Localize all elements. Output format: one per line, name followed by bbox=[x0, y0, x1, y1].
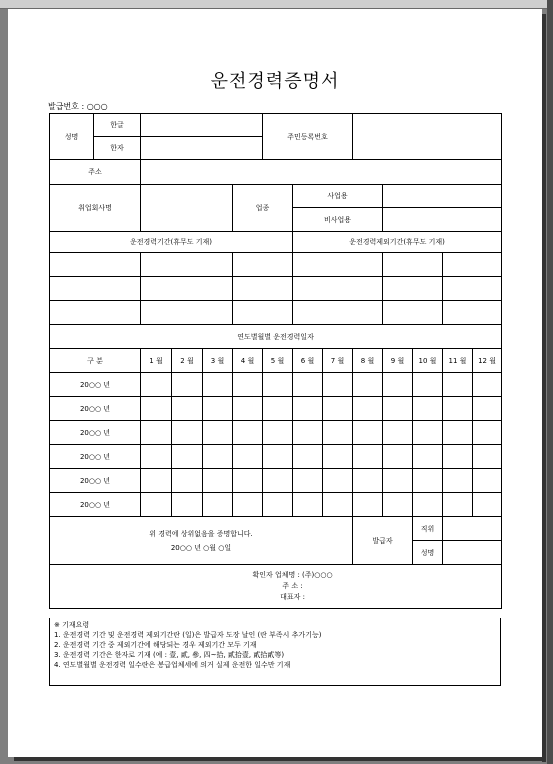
day-cell[interactable] bbox=[203, 397, 233, 421]
day-cell[interactable] bbox=[413, 373, 443, 397]
day-cell[interactable] bbox=[323, 469, 353, 493]
year-row bbox=[50, 445, 502, 469]
day-cell[interactable] bbox=[233, 445, 263, 469]
instruction-item: 2. 운전경력 기간 중 제외기간에 해당되는 경우 제외기간 모두 기재 bbox=[54, 641, 257, 649]
day-cell[interactable] bbox=[353, 445, 383, 469]
period-cell[interactable] bbox=[293, 253, 383, 277]
day-cell[interactable] bbox=[473, 469, 502, 493]
year-label: 20○○ 년 bbox=[50, 445, 141, 469]
day-cell[interactable] bbox=[203, 493, 233, 517]
excluded-period-label: 운전경력제외기간(휴무도 기재) bbox=[293, 232, 502, 253]
day-cell[interactable] bbox=[233, 469, 263, 493]
day-cell[interactable] bbox=[443, 445, 473, 469]
day-cell[interactable] bbox=[443, 421, 473, 445]
day-cell[interactable] bbox=[141, 373, 172, 397]
day-cell[interactable] bbox=[293, 469, 323, 493]
year-row bbox=[50, 469, 502, 493]
name-label: 성명 bbox=[50, 114, 94, 160]
position-label: 직위 bbox=[413, 517, 443, 541]
year-label: 20○○ 년 bbox=[50, 397, 141, 421]
day-cell[interactable] bbox=[293, 445, 323, 469]
month-label: 9 월 bbox=[383, 349, 413, 373]
confirmation-line: 위 경력에 상위없음을 증명합니다. bbox=[149, 529, 253, 538]
instruction-item: 1. 운전경력 기간 및 운전경력 제외기간란 (일)은 발급자 도장 날인 (란 부족시 추가기능) bbox=[54, 631, 322, 639]
document-page bbox=[8, 9, 542, 757]
month-label: 2 월 bbox=[172, 349, 203, 373]
month-label: 11 월 bbox=[443, 349, 473, 373]
period-cell[interactable] bbox=[50, 301, 141, 325]
day-cell[interactable] bbox=[323, 373, 353, 397]
day-cell[interactable] bbox=[383, 469, 413, 493]
day-cell[interactable] bbox=[323, 445, 353, 469]
instructions-box bbox=[49, 618, 501, 686]
issuer-name-label: 성명 bbox=[413, 541, 443, 565]
period-cell[interactable] bbox=[383, 277, 443, 301]
period-cell[interactable] bbox=[383, 301, 443, 325]
day-cell[interactable] bbox=[353, 421, 383, 445]
month-label: 12 월 bbox=[473, 349, 502, 373]
hanja-label: 한자 bbox=[94, 137, 141, 160]
period-cell[interactable] bbox=[141, 277, 233, 301]
day-cell[interactable] bbox=[141, 469, 172, 493]
day-cell[interactable] bbox=[443, 469, 473, 493]
day-cell[interactable] bbox=[233, 421, 263, 445]
issue-number: 발급번호 : ○○○ bbox=[48, 102, 108, 111]
period-cell[interactable] bbox=[141, 253, 233, 277]
day-cell[interactable] bbox=[383, 421, 413, 445]
day-cell[interactable] bbox=[383, 373, 413, 397]
instruction-item: 4. 연도별월별 운전경력 일수란은 봉급업체세에 의거 실제 운전한 일수만 기재 bbox=[54, 661, 291, 669]
day-cell[interactable] bbox=[203, 469, 233, 493]
day-cell[interactable] bbox=[233, 397, 263, 421]
address-field[interactable] bbox=[141, 160, 502, 185]
day-cell[interactable] bbox=[473, 493, 502, 517]
page-title: 운전경력증명서 bbox=[210, 71, 340, 92]
division-label: 구 분 bbox=[50, 349, 141, 373]
day-cell[interactable] bbox=[413, 445, 443, 469]
verifier-block bbox=[50, 565, 502, 609]
day-cell[interactable] bbox=[172, 397, 203, 421]
yearly-header: 연도별월별 운전경력일자 bbox=[50, 325, 502, 349]
month-label: 4 월 bbox=[233, 349, 263, 373]
certificate-form bbox=[49, 113, 502, 609]
confirmation-date: 20○○ 년 ○월 ○일 bbox=[170, 543, 232, 552]
month-label: 5 월 bbox=[263, 349, 293, 373]
period-cell[interactable] bbox=[293, 301, 383, 325]
period-cell[interactable] bbox=[141, 301, 233, 325]
day-cell[interactable] bbox=[323, 493, 353, 517]
business-label: 사업용 bbox=[293, 185, 383, 208]
year-label: 20○○ 년 bbox=[50, 493, 141, 517]
day-cell[interactable] bbox=[172, 493, 203, 517]
day-cell[interactable] bbox=[353, 397, 383, 421]
month-label: 10 월 bbox=[413, 349, 443, 373]
day-cell[interactable] bbox=[263, 373, 293, 397]
confirmation-statement bbox=[50, 517, 353, 565]
day-cell[interactable] bbox=[443, 397, 473, 421]
month-label: 6 월 bbox=[293, 349, 323, 373]
day-cell[interactable] bbox=[323, 397, 353, 421]
day-cell[interactable] bbox=[413, 469, 443, 493]
day-cell[interactable] bbox=[141, 445, 172, 469]
day-cell[interactable] bbox=[141, 397, 172, 421]
day-cell[interactable] bbox=[383, 445, 413, 469]
day-cell[interactable] bbox=[293, 421, 323, 445]
day-cell[interactable] bbox=[383, 493, 413, 517]
day-cell[interactable] bbox=[413, 397, 443, 421]
day-cell[interactable] bbox=[141, 421, 172, 445]
issuer-label: 발급자 bbox=[353, 517, 413, 565]
day-cell[interactable] bbox=[293, 397, 323, 421]
business-field[interactable] bbox=[383, 185, 502, 208]
day-cell[interactable] bbox=[353, 373, 383, 397]
day-cell[interactable] bbox=[473, 421, 502, 445]
day-cell[interactable] bbox=[172, 445, 203, 469]
day-cell[interactable] bbox=[263, 445, 293, 469]
period-cell[interactable] bbox=[233, 301, 293, 325]
address-label: 주소 bbox=[50, 160, 141, 185]
position-field[interactable] bbox=[443, 517, 502, 541]
month-label: 7 월 bbox=[323, 349, 353, 373]
period-cell[interactable] bbox=[443, 277, 502, 301]
period-cell[interactable] bbox=[233, 253, 293, 277]
window-top-edge bbox=[0, 0, 553, 9]
day-cell[interactable] bbox=[443, 493, 473, 517]
day-cell[interactable] bbox=[473, 373, 502, 397]
window-right-edge bbox=[547, 0, 553, 764]
day-cell[interactable] bbox=[263, 397, 293, 421]
non-business-label: 비사업용 bbox=[293, 208, 383, 232]
year-label: 20○○ 년 bbox=[50, 421, 141, 445]
year-label: 20○○ 년 bbox=[50, 373, 141, 397]
day-cell[interactable] bbox=[263, 493, 293, 517]
period-cell[interactable] bbox=[233, 277, 293, 301]
day-cell[interactable] bbox=[413, 421, 443, 445]
non-business-field[interactable] bbox=[383, 208, 502, 232]
year-row bbox=[50, 493, 502, 517]
verifier-ceo: 대표자 : bbox=[280, 593, 305, 601]
month-header-row bbox=[50, 349, 502, 373]
day-cell[interactable] bbox=[473, 445, 502, 469]
day-cell[interactable] bbox=[473, 397, 502, 421]
day-cell[interactable] bbox=[172, 373, 203, 397]
hanja-name-field[interactable] bbox=[141, 137, 263, 160]
day-cell[interactable] bbox=[172, 469, 203, 493]
day-cell[interactable] bbox=[323, 421, 353, 445]
employer-label: 취업회사명 bbox=[50, 185, 141, 232]
industry-label: 업종 bbox=[233, 185, 293, 232]
employer-field[interactable] bbox=[141, 185, 233, 232]
day-cell[interactable] bbox=[203, 373, 233, 397]
month-label: 1 월 bbox=[141, 349, 172, 373]
day-cell[interactable] bbox=[203, 421, 233, 445]
period-cell[interactable] bbox=[293, 277, 383, 301]
period-cell[interactable] bbox=[443, 253, 502, 277]
day-cell[interactable] bbox=[233, 373, 263, 397]
day-cell[interactable] bbox=[263, 421, 293, 445]
day-cell[interactable] bbox=[233, 493, 263, 517]
year-row bbox=[50, 421, 502, 445]
day-cell[interactable] bbox=[263, 469, 293, 493]
hangul-label: 한글 bbox=[94, 114, 141, 137]
period-cell[interactable] bbox=[383, 253, 443, 277]
day-cell[interactable] bbox=[383, 397, 413, 421]
day-cell[interactable] bbox=[353, 493, 383, 517]
period-cell[interactable] bbox=[50, 253, 141, 277]
driving-period-label: 운전경력기간(휴무도 기재) bbox=[50, 232, 293, 253]
verifier-company: 확인자 업체명 : (주)○○○ bbox=[252, 571, 333, 579]
resident-no-field[interactable] bbox=[353, 114, 502, 160]
page-shadow-right bbox=[542, 14, 546, 762]
instructions-heading: ※ 기재요령 bbox=[54, 621, 90, 629]
year-row bbox=[50, 397, 502, 421]
month-label: 3 월 bbox=[203, 349, 233, 373]
year-row bbox=[50, 373, 502, 397]
instruction-item: 3. 운전경력 기간은 한자로 기재 (예 : 壹, 貳, 參, 四~拾, 貳拾壹, 貳拾貳等) bbox=[54, 651, 285, 659]
page-shadow-bottom bbox=[14, 757, 546, 761]
day-cell[interactable] bbox=[203, 445, 233, 469]
resident-no-label: 주민등록번호 bbox=[263, 114, 353, 160]
hangul-name-field[interactable] bbox=[141, 114, 263, 137]
day-cell[interactable] bbox=[172, 421, 203, 445]
day-cell[interactable] bbox=[443, 373, 473, 397]
month-label: 8 월 bbox=[353, 349, 383, 373]
day-cell[interactable] bbox=[353, 469, 383, 493]
year-label: 20○○ 년 bbox=[50, 469, 141, 493]
day-cell[interactable] bbox=[141, 493, 172, 517]
period-cell[interactable] bbox=[443, 301, 502, 325]
day-cell[interactable] bbox=[413, 493, 443, 517]
day-cell[interactable] bbox=[293, 373, 323, 397]
day-cell[interactable] bbox=[293, 493, 323, 517]
issuer-name-field[interactable] bbox=[443, 541, 502, 565]
verifier-address: 주 소 : bbox=[282, 582, 303, 590]
period-cell[interactable] bbox=[50, 277, 141, 301]
